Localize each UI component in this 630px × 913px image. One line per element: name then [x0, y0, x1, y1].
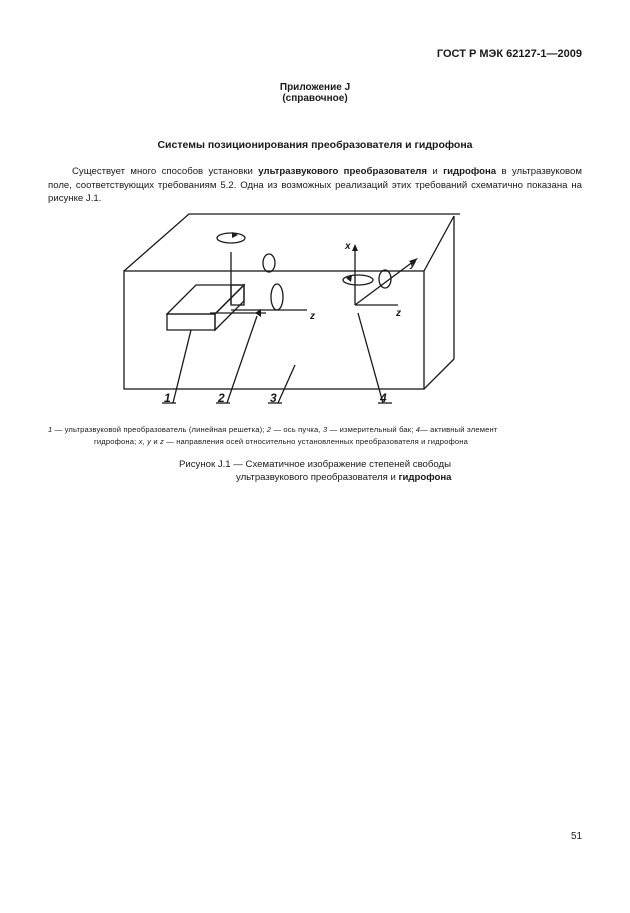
callout-4: 4: [380, 391, 387, 405]
appendix-subtitle: (справочное): [282, 93, 348, 104]
standard-number: ГОСТ Р МЭК 62127-1—2009: [436, 48, 582, 60]
callout-3: 3: [270, 391, 277, 405]
leader-line-2: [227, 316, 257, 403]
leader-line-3: [278, 365, 295, 403]
hydrophone-y-axis: [355, 261, 414, 305]
tank-side-edge: [424, 359, 454, 389]
rotation-arrow-side: [263, 254, 275, 272]
caption-line-2: ультразвукового преобразователя и гидрофона: [236, 471, 452, 483]
figure-legend: 1 — ультразвуковой преобразователь (линейная решетка); 2 — ось пучка, 3 — измерительный бак; 4— активный элемент гидрофона; x, y и z — направления осей относительно установленных преобразователя и гидрофона: [48, 425, 498, 446]
intro-paragraph: Существует много способов установки ультразвукового преобразователя и гидрофона в ультразвуковом поле, соответствующих требованиям 5.2. Одна из возможных реализаций этих требований схематично показана на рисунке J.1.: [48, 166, 582, 204]
figure-caption: [0, 459, 630, 484]
positioning-diagram: [100, 205, 460, 415]
tank-edge: [424, 216, 454, 271]
mount-plate: [231, 285, 244, 305]
rotation-arrow-axis: [271, 284, 283, 310]
callout-1: 1: [164, 391, 171, 405]
appendix-title: Приложение J: [279, 82, 351, 93]
rotation-arrow-hydrophone: [343, 275, 373, 285]
axis-label-y: y: [410, 259, 416, 270]
axis-label-x: x: [345, 241, 351, 252]
axis-label-z-probe: z: [310, 311, 315, 322]
x-arrowhead: [352, 244, 358, 251]
caption-line-1: Рисунок J.1 — Схематичное изображение степеней свободы: [178, 459, 452, 470]
transducer-block: [167, 285, 244, 330]
section-title: Системы позиционирования преобразователя и гидрофона: [157, 139, 473, 151]
leader-line-1: [173, 330, 191, 403]
callout-2: 2: [218, 391, 225, 405]
page-number: 51: [571, 831, 583, 842]
rotation-arrow-top: [217, 233, 245, 243]
axis-label-z: z: [396, 308, 401, 319]
